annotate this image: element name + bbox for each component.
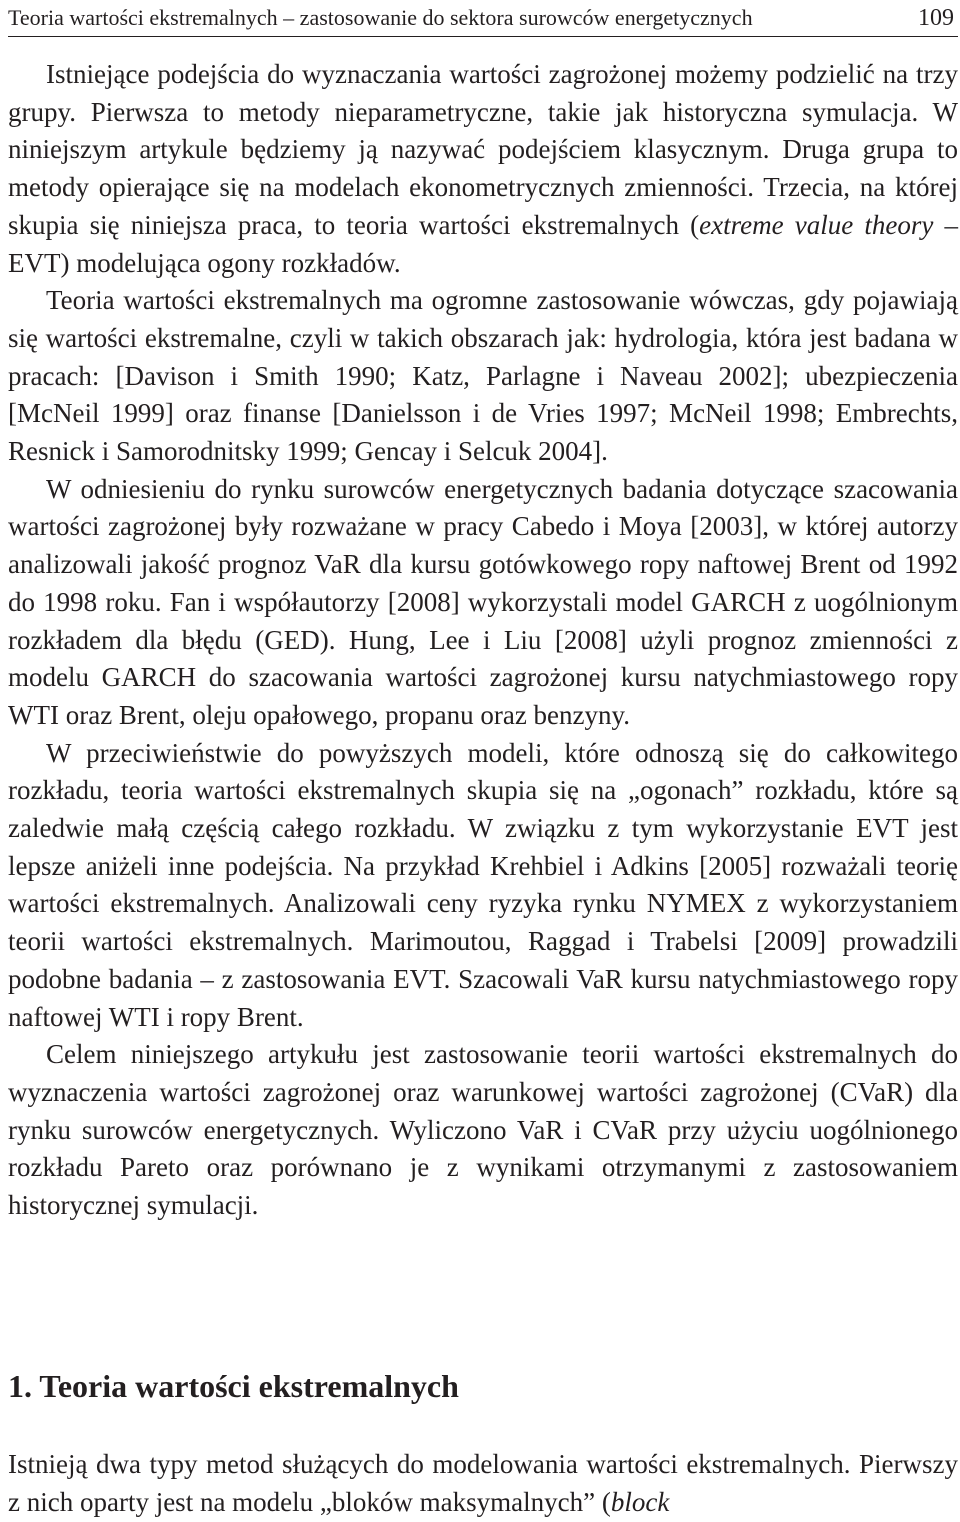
section-heading: 1. Teoria wartości ekstremalnych — [8, 1368, 459, 1404]
running-title: Teoria wartości ekstremalnych – zastosowanie do sektora surowców energetycznych — [8, 5, 753, 30]
paragraph-energy-markets: W odniesieniu do rynku surowców energetycznych badania dotyczące szacowania wartości zagrożonej były rozważane w pracy Cabedo i Moya [2003], w której autorzy analizowali jakość prognoz VaR dla kursu gotówkowego ropy naftowej Brent od 1992 do 1998 roku. Fan i współautorzy [2008] wykorzystali model GARCH z uogólnionym rozkładem dla błędu (GED). Hung, Lee i Liu [2008] użyli prognoz zmienności z modelu GARCH do szacowania wartości zagrożonej kursu natychmiastowego ropy WTI oraz Brent, oleju opałowego, propanu oraz benzyny. — [8, 473, 958, 730]
section-body — [8, 1446, 958, 1521]
paragraph-applications: Teoria wartości ekstremalnych ma ogromne zastosowanie wówczas, gdy pojawiają się wartości ekstremalne, czyli w takich obszarach jak: hydrologia, która jest badana w pracach: [Davison i Smith 1990; Katz, Parlagne i Naveau 2002]; ubezpieczenia [McNeil 1999] oraz finanse [Danielsson i de Vries 1997; McNeil 1998; Embrechts, Resnick i Samorodnitsky 1999; Gencay i Selcuk 2004]. — [8, 285, 958, 467]
italic-term: extreme value theory — [699, 209, 934, 240]
page-number: 109 — [918, 4, 954, 31]
paragraph-intro-text: Istniejące podejścia do wyznaczania wartości zagrożonej możemy podzielić na trzy grupy. Pierwsza to metody nieparametryczne, takie jak historyczna symulacja. W niniejszym artykule będziemy ją nazywać podejściem klasycznym. Druga grupa to metody opierające się na modelach ekonometrycznych zmienności. Trzecia, na której skupia się niniejsza praca, to teoria wartości ekstremalnych ( — [8, 59, 958, 240]
italic-term-block: block — [610, 1486, 670, 1517]
paragraph-evt-advantages: W przeciwieństwie do powyższych modeli, które odnoszą się do całkowitego rozkładu, teoria wartości ekstremalnych skupia się na „ogonach” rozkładu, które są zaledwie małą częścią całego rozkładu. W związku z tym wykorzystanie EVT jest lepsze aniżeli inne podejścia. Na przykład Krehbiel i Adkins [2005] rozważali teorię wartości ekstremalnych. Analizowali ceny ryzyka rynku NYMEX z wykorzystaniem teorii wartości ekstremalnych. Marimoutou, Raggad i Trabelsi [2009] prowadzili podobne badania – z zastosowania EVT. Szacowali VaR kursu natychmiastowego ropy naftowej WTI i ropy Brent. — [8, 737, 958, 1032]
paragraph-intro — [8, 56, 958, 282]
paragraph-intro-tail: – EVT) modelująca ogony rozkładów. — [8, 209, 959, 278]
paragraph-section-intro — [8, 1446, 958, 1521]
document-page — [8, 0, 958, 1522]
body-text — [8, 56, 958, 1225]
paragraph-aim: Celem niniejszego artykułu jest zastosowanie teorii wartości ekstremalnych do wyznaczenia wartości zagrożonej oraz warunkowej wartości zagrożonej (CVaR) dla rynku surowców energetycznych. Wyliczono VaR i CVaR przy użyciu uogólnionego rozkładu Pareto oraz porównano je z wynikami otrzymanymi z zastosowaniem historycznej symulacji. — [8, 1039, 958, 1221]
paragraph-section-intro-text: Istnieją dwa typy metod służących do modelowania wartości ekstremalnych. Pierwszy z nich oparty jest na modelu „bloków maksymalnych” ( — [8, 1449, 958, 1517]
running-header — [8, 0, 958, 37]
